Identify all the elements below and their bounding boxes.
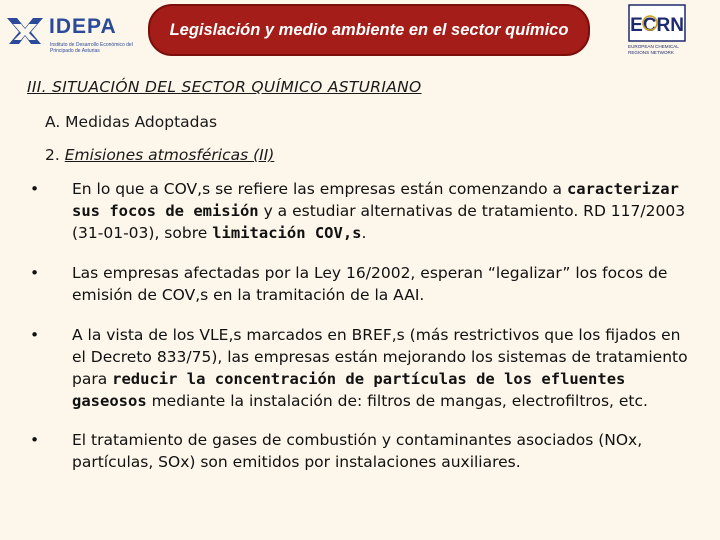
bullet-text: mediante la instalación de: filtros de mangas, electrofiltros, etc. — [146, 392, 648, 410]
bullet-item — [30, 178, 694, 244]
bullet-text: En lo que a COV,s se refiere las empresas están comenzando a — [72, 180, 567, 198]
bullet-dot: • — [30, 264, 40, 282]
bullet-emphasis: caracterizar sus focos de emisión — [72, 180, 679, 220]
bullet-dot: • — [30, 326, 40, 344]
topic-number: 2. — [45, 146, 60, 164]
bullet-dot: • — [30, 180, 40, 198]
bullet-text: El tratamiento de gases de combustión y contaminantes asociados (NOx, partículas, SOx) son emitidos por instalaciones auxiliares. — [72, 431, 643, 471]
ecrn-logo — [624, 4, 688, 66]
svg-text:ECRN: ECRN — [630, 15, 684, 36]
bullet-text: . — [361, 224, 367, 242]
ecrn-subtitle: EUROPEAN CHEMICAL REGIONS NETWORK — [628, 44, 679, 55]
bullet-text: A la vista de los VLE,s marcados en BREF,s (más restrictivos que los fijados en el Decreto 833/75), las empresas están mejorando los sistemas de tratamiento para — [72, 326, 688, 388]
idepa-subtitle: Instituto de Desarrollo Económico del Principado de Asturias — [50, 42, 133, 54]
bullet-text: Las empresas afectadas por la Ley 16/2002, esperan “legalizar” los focos de emisión de COV,s en la tramitación de la AAI. — [72, 264, 668, 304]
bullet-list — [30, 178, 694, 473]
bullet-dot: • — [30, 431, 40, 449]
topic-heading — [45, 146, 274, 164]
ecrn-emblem-icon — [628, 4, 686, 42]
section-title: III. SITUACIÓN DEL SECTOR QUÍMICO ASTURIANO — [27, 78, 422, 96]
topic-title: Emisiones atmosféricas (II) — [64, 146, 275, 164]
page-title: Legislación y medio ambiente en el sector químico — [169, 20, 569, 39]
bullet-item — [30, 262, 694, 306]
bullet-item — [30, 324, 694, 412]
idepa-wordmark: IDEPA — [49, 15, 117, 38]
subsection-title: A. Medidas Adoptadas — [45, 113, 218, 131]
bullet-text: y a estudiar alternativas de tratamiento. RD 117/2003 (31-01-03), sobre — [72, 202, 686, 242]
bullet-emphasis: limitación COV,s — [212, 224, 362, 242]
title-banner — [148, 4, 590, 56]
bullet-emphasis: reducir la concentración de partículas de los efluentes gaseosos — [72, 370, 626, 410]
bullet-item — [30, 429, 694, 473]
idepa-logo — [5, 6, 145, 66]
idepa-emblem-icon — [5, 14, 45, 48]
